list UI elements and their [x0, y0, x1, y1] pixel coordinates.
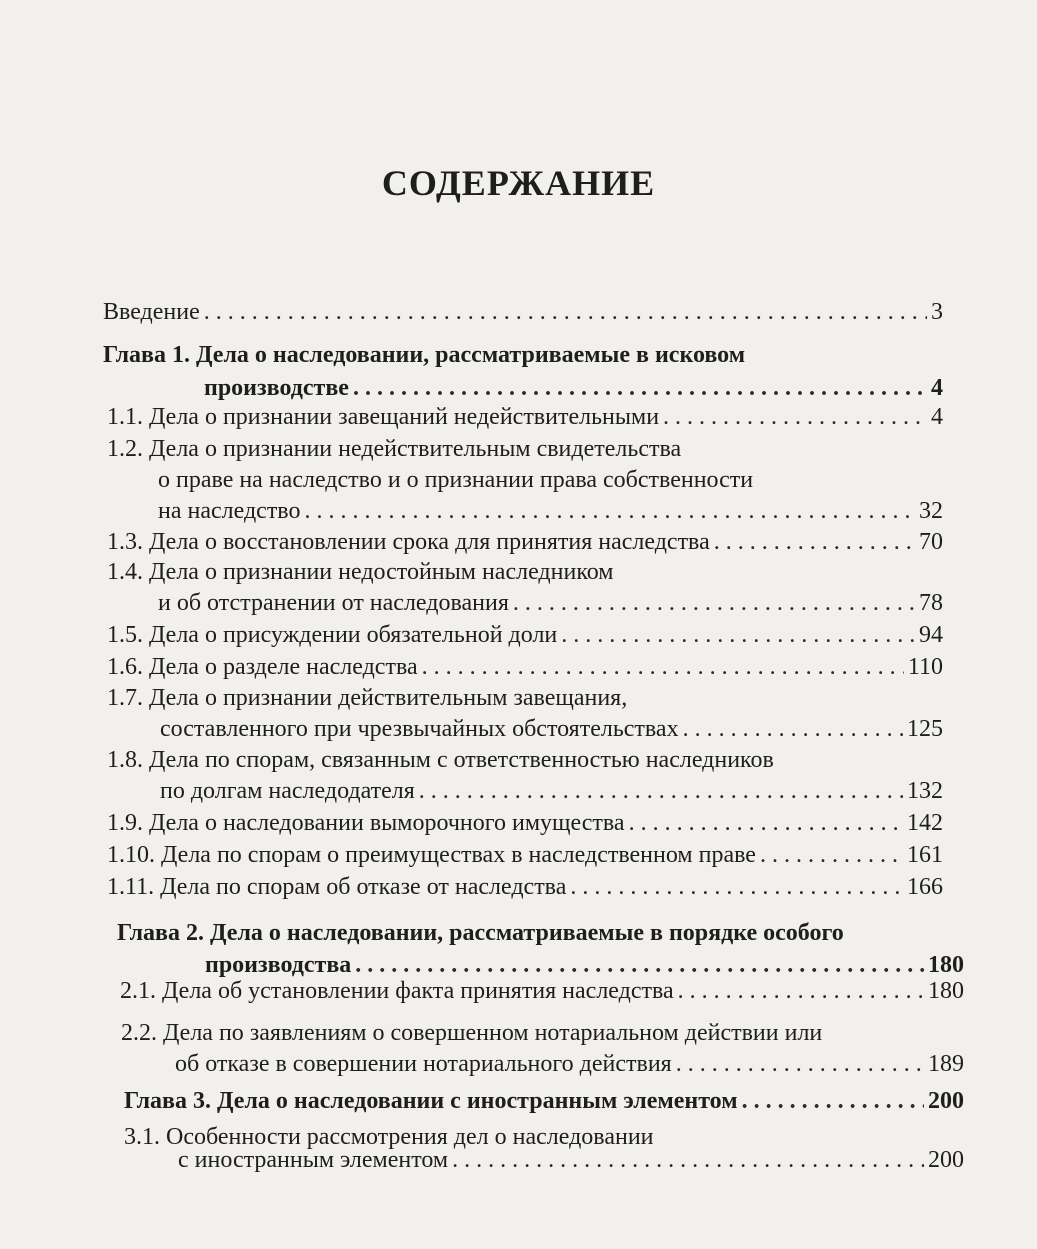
toc-entry-label: 2.1. Дела об установлении факта принятия наследства: [120, 978, 674, 1004]
dot-leader: [204, 297, 927, 327]
dot-leader: [714, 527, 915, 557]
toc-entry-label: 1.9. Дела о наследовании выморочного имущества: [107, 810, 625, 836]
toc-entry-3-1[interactable]: [178, 1145, 964, 1175]
toc-2-2-line1[interactable]: 2.2. Дела по заявлениям о совершенном нотариальном действии или: [121, 1020, 823, 1046]
toc-page-number: 200: [928, 1088, 964, 1114]
page-title: СОДЕРЖАНИЕ: [381, 163, 656, 203]
toc-entry-1-1[interactable]: [107, 402, 943, 432]
dot-leader: [570, 872, 903, 902]
toc-3-1-line1[interactable]: 3.1. Особенности рассмотрения дел о наследовании: [124, 1124, 654, 1150]
toc-entry-label: 1.3. Дела о восстановлении срока для принятия наследства: [107, 529, 710, 555]
toc-page-number: 125: [907, 716, 943, 742]
toc-page-number: 32: [919, 498, 943, 524]
toc-entry-label: и об отстранении от наследования: [158, 590, 509, 616]
toc-page-number: 189: [928, 1051, 964, 1077]
toc-entry-label: составленного при чрезвычайных обстоятельствах: [160, 716, 679, 742]
toc-entry-label: 1.1. Дела о признании завещаний недействительными: [107, 404, 660, 430]
dot-leader: [304, 496, 915, 526]
toc-page-number: 4: [931, 375, 943, 401]
toc-entry-2-2[interactable]: [175, 1049, 964, 1079]
toc-entry-label: Глава 3. Дела о наследовании с иностранным элементом: [124, 1088, 738, 1114]
toc-entry-label: 1.11. Дела по спорам об отказе от наследства: [107, 874, 567, 900]
toc-entry-label: Введение: [103, 299, 200, 325]
toc-page-number: 110: [907, 654, 943, 680]
toc-page-number: 166: [907, 874, 943, 900]
toc-entry-label: производства: [205, 952, 352, 978]
dot-leader: [353, 373, 927, 403]
toc-chapter-2-line1[interactable]: Глава 2. Дела о наследовании, рассматриваемые в порядке особого: [117, 920, 844, 946]
toc-1-2-line2[interactable]: о праве на наследство и о признании права собственности: [158, 467, 754, 493]
toc-entry-label: с иностранным элементом: [178, 1147, 449, 1173]
toc-1-7-line1[interactable]: 1.7. Дела о признании действительным завещания,: [107, 685, 628, 711]
dot-leader: [561, 620, 915, 650]
dot-leader: [629, 808, 903, 838]
dot-leader: [676, 1049, 924, 1079]
toc-entry-1-6[interactable]: [107, 652, 943, 682]
dot-leader: [419, 776, 903, 806]
dot-leader: [452, 1145, 924, 1175]
toc-entry-intro[interactable]: [103, 297, 943, 327]
toc-page-number: 4: [931, 404, 943, 430]
toc-entry-1-5[interactable]: [107, 620, 943, 650]
dot-leader: [422, 652, 904, 682]
toc-page-number: 180: [928, 952, 964, 978]
bleed-through-text: [60, 0, 997, 300]
toc-entry-label: по долгам наследодателя: [160, 778, 415, 804]
dot-leader: [663, 402, 927, 432]
toc-entry-label: об отказе в совершении нотариального действия: [175, 1051, 672, 1077]
dot-leader: [683, 714, 903, 744]
toc-entry-chapter-3[interactable]: [124, 1086, 964, 1116]
toc-page-number: 161: [907, 842, 943, 868]
toc-chapter-1-line1[interactable]: Глава 1. Дела о наследовании, рассматриваемые в исковом: [103, 342, 746, 368]
toc-entry-1-3[interactable]: [107, 527, 943, 557]
toc-entry-1-11[interactable]: [107, 872, 943, 902]
toc-1-4-line1[interactable]: 1.4. Дела о признании недостойным наследником: [107, 559, 614, 585]
toc-page-number: 94: [919, 622, 943, 648]
toc-entry-label: производстве: [204, 375, 349, 401]
dot-leader: [742, 1086, 924, 1116]
toc-page-number: 3: [931, 299, 943, 325]
toc-entry-2-1[interactable]: [120, 976, 964, 1006]
dot-leader: [513, 588, 915, 618]
dot-leader: [678, 976, 924, 1006]
toc-entry-1-9[interactable]: [107, 808, 943, 838]
toc-1-8-line1[interactable]: 1.8. Дела по спорам, связанным с ответственностью наследников: [107, 747, 774, 773]
toc-page-number: 78: [919, 590, 943, 616]
toc-entry-chapter-1[interactable]: [204, 373, 943, 403]
toc-entry-1-2[interactable]: [158, 496, 943, 526]
toc-entry-label: 1.5. Дела о присуждении обязательной доли: [107, 622, 558, 648]
toc-page-number: 70: [919, 529, 943, 555]
toc-entry-label: 1.10. Дела по спорам о преимуществах в наследственном праве: [107, 842, 756, 868]
toc-entry-label: на наследство: [158, 498, 301, 524]
toc-page-number: 180: [928, 978, 964, 1004]
toc-1-2-line1[interactable]: 1.2. Дела о признании недействительным свидетельства: [107, 436, 682, 462]
toc-entry-1-8[interactable]: [160, 776, 943, 806]
toc-entry-label: 1.6. Дела о разделе наследства: [107, 654, 418, 680]
toc-page-number: 132: [907, 778, 943, 804]
toc-entry-1-4[interactable]: [158, 588, 943, 618]
toc-page-number: 142: [907, 810, 943, 836]
bleed-through-text-bottom: [60, 1200, 997, 1249]
toc-page-number: 200: [928, 1147, 964, 1173]
toc-entry-1-10[interactable]: [107, 840, 943, 870]
toc-entry-1-7[interactable]: [160, 714, 943, 744]
dot-leader: [760, 840, 903, 870]
